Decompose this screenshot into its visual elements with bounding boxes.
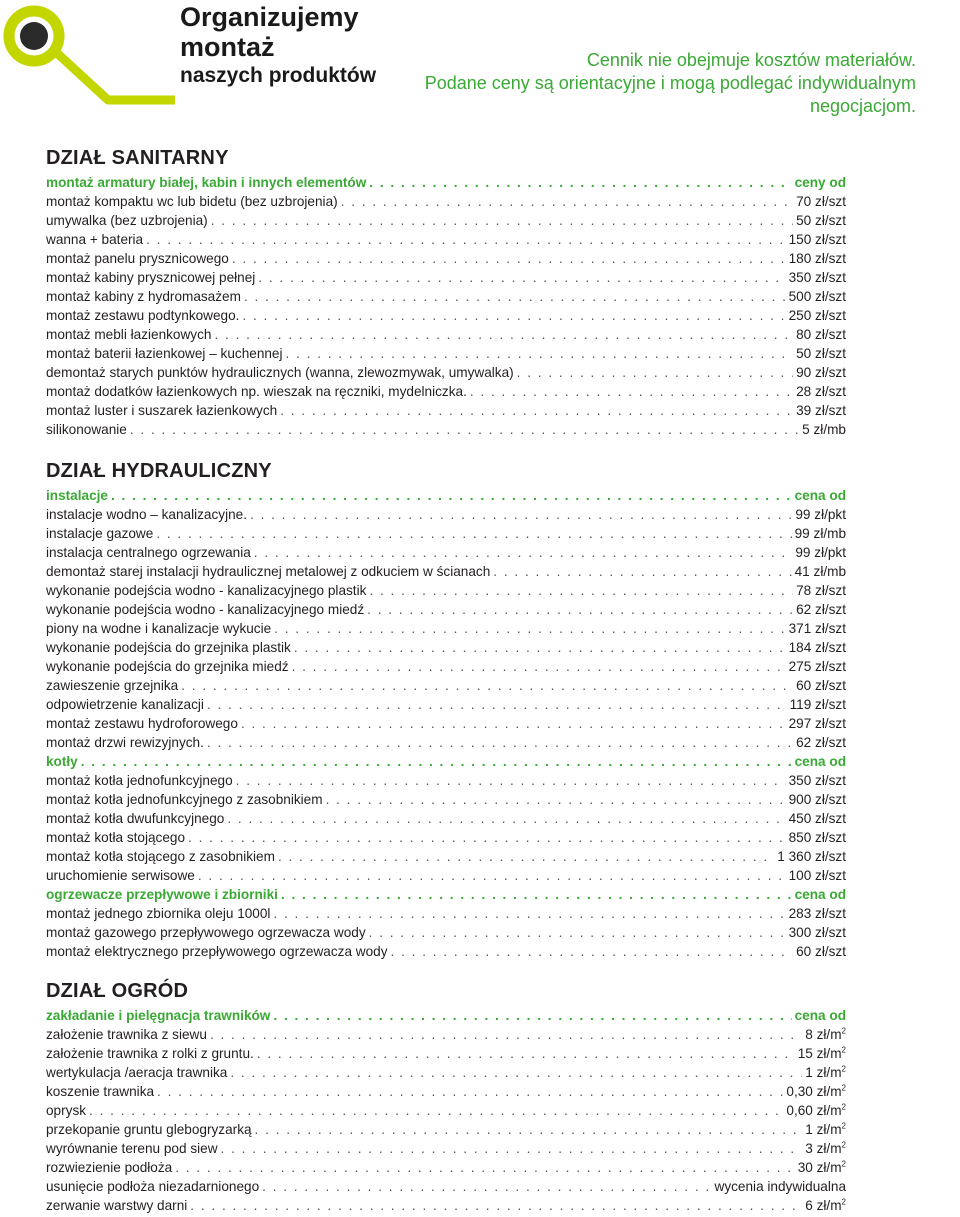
subsection-header [46, 486, 846, 505]
price-row [46, 249, 846, 268]
price-row [46, 287, 846, 306]
price-row [46, 505, 846, 524]
dot-leader [207, 733, 793, 752]
item-label: montaż mebli łazienkowych [46, 327, 212, 342]
dot-leader [211, 211, 793, 230]
item-price [796, 382, 846, 401]
item-label: instalacje gazowe [46, 526, 154, 541]
price-value: 99 zł/pkt [795, 545, 846, 560]
subsection-header [46, 173, 846, 192]
title-line-1: Organizujemy [180, 2, 359, 32]
price-value: 60 zł/szt [796, 944, 846, 959]
price-row [46, 1120, 846, 1139]
dot-leader [214, 325, 793, 344]
item-price [795, 562, 846, 581]
item-price [789, 866, 846, 885]
item-label: oprysk [46, 1103, 87, 1118]
price-row [46, 325, 846, 344]
item-label: założenie trawnika z rolki z gruntu. [46, 1046, 254, 1061]
item-price [789, 638, 846, 657]
item-price [789, 790, 846, 809]
item-label: zakładanie i pielęgnacja trawników [46, 1008, 271, 1023]
price-list [46, 1006, 846, 1215]
item-label: wykonanie podejścia do grzejnika miedź [46, 659, 289, 674]
price-row [46, 657, 846, 676]
price-row [46, 619, 846, 638]
section-hydrauliczny [46, 459, 846, 961]
item-price [805, 1139, 846, 1158]
dot-leader [369, 581, 793, 600]
item-label: montaż kotła dwufunkcyjnego [46, 811, 225, 826]
dot-leader [273, 1006, 791, 1025]
price-row [46, 562, 846, 581]
price-value: 275 zł/szt [788, 659, 846, 674]
dot-leader [273, 904, 785, 923]
unit-superscript: 2 [841, 1102, 846, 1112]
item-label: montaż elektrycznego przepływowego ogrzewacza wody [46, 944, 388, 959]
price-value: 30 zł/m [797, 1160, 842, 1175]
dot-leader [227, 809, 785, 828]
item-label: montaż gazowego przepływowego ogrzewacza wody [46, 925, 366, 940]
item-price [795, 1006, 846, 1025]
price-list [46, 173, 846, 439]
dot-leader [89, 1101, 783, 1120]
price-value: 350 zł/szt [788, 773, 846, 788]
item-price [802, 420, 846, 439]
dot-leader [210, 1025, 802, 1044]
item-price [805, 1025, 846, 1044]
price-row [46, 638, 846, 657]
item-label: ogrzewacze przepływowe i zbiorniki [46, 887, 278, 902]
price-value: 6 zł/m [805, 1198, 842, 1213]
item-price [789, 714, 846, 733]
item-label: wyrównanie terenu pod siew [46, 1141, 218, 1156]
item-price [796, 344, 846, 363]
item-price [795, 173, 846, 192]
price-row [46, 847, 846, 866]
unit-superscript: 2 [841, 1045, 846, 1055]
dot-leader [207, 695, 787, 714]
subsection-header [46, 752, 846, 771]
dot-leader [255, 1120, 803, 1139]
price-value: 500 zł/szt [788, 289, 846, 304]
price-row [46, 363, 846, 382]
dot-leader [278, 847, 774, 866]
price-value: 90 zł/szt [796, 365, 846, 380]
dot-leader [130, 420, 799, 439]
item-label: montaż panelu prysznicowego [46, 251, 229, 266]
price-row [46, 230, 846, 249]
item-label: uruchomienie serwisowe [46, 868, 195, 883]
price-value: cena od [794, 488, 846, 503]
price-value: 184 zł/szt [788, 640, 846, 655]
dot-leader [146, 230, 785, 249]
item-label: montaż zestawu hydroforowego [46, 716, 238, 731]
price-row [46, 268, 846, 287]
dot-leader [156, 524, 791, 543]
price-value: cena od [794, 1008, 846, 1023]
dot-leader [232, 249, 786, 268]
item-label: zawieszenie grzejnika [46, 678, 179, 693]
price-value: 99 zł/mb [794, 526, 846, 541]
dot-leader [221, 1139, 803, 1158]
dot-leader [157, 1082, 783, 1101]
price-row [46, 211, 846, 230]
price-value: 62 zł/szt [796, 602, 846, 617]
price-row [46, 714, 846, 733]
price-row [46, 382, 846, 401]
item-label: umywalka (bez uzbrojenia) [46, 213, 208, 228]
item-price [789, 306, 846, 325]
dot-leader [391, 942, 794, 961]
item-price [798, 1044, 846, 1063]
item-price [795, 752, 846, 771]
dot-leader [81, 752, 792, 771]
price-value: 250 zł/szt [788, 308, 846, 323]
disclaimer-line-2: Podane ceny są orientacyjne i mogą podlegać indywidualnym [424, 73, 916, 93]
subsection-header [46, 885, 846, 904]
price-row [46, 1044, 846, 1063]
dot-leader [262, 1177, 711, 1196]
item-label: instalacje wodno – kanalizacyjne. [46, 507, 248, 522]
item-price [796, 211, 846, 230]
dot-leader [175, 1158, 795, 1177]
item-label: wykonanie podejścia wodno - kanalizacyjnego miedź [46, 602, 365, 617]
dot-leader [326, 790, 786, 809]
item-price [786, 1082, 846, 1101]
dot-leader [111, 486, 792, 505]
unit-superscript: 2 [841, 1083, 846, 1093]
price-row [46, 676, 846, 695]
dot-leader [341, 192, 793, 211]
item-price [790, 695, 846, 714]
dot-leader [280, 401, 793, 420]
item-price [795, 524, 846, 543]
price-value: 119 zł/szt [789, 697, 846, 712]
item-price [789, 268, 846, 287]
item-price [789, 657, 846, 676]
unit-superscript: 2 [841, 1197, 846, 1207]
price-row [46, 809, 846, 828]
item-label: rozwiezienie podłoża [46, 1160, 173, 1175]
dot-leader [236, 771, 786, 790]
item-price [796, 676, 846, 695]
price-row [46, 904, 846, 923]
item-label: piony na wodne i kanalizacje wykucie [46, 621, 272, 636]
price-value: 39 zł/szt [796, 403, 846, 418]
price-value: 80 zł/szt [796, 327, 846, 342]
section-ogrod [46, 979, 846, 1215]
price-value: 41 zł/mb [794, 564, 846, 579]
item-price [796, 581, 846, 600]
section-title: DZIAŁ OGRÓD [46, 980, 189, 1002]
dot-leader [190, 1196, 802, 1215]
dot-leader [292, 657, 786, 676]
item-label: usunięcie podłoża niezadarnionego [46, 1179, 260, 1194]
price-value: 50 zł/szt [796, 213, 846, 228]
unit-superscript: 2 [841, 1026, 846, 1036]
item-price [796, 325, 846, 344]
price-row [46, 344, 846, 363]
price-value: 1 zł/m [805, 1122, 842, 1137]
page-title [180, 2, 376, 89]
item-price [786, 1101, 846, 1120]
item-price [796, 600, 846, 619]
dot-leader [470, 382, 793, 401]
item-label: przekopanie gruntu glebogryzarką [46, 1122, 252, 1137]
item-label: montaż luster i suszarek łazienkowych [46, 403, 278, 418]
title-line-3: naszych produktów [180, 64, 377, 87]
item-label: montaż drzwi rewizyjnych. [46, 735, 204, 750]
item-price [789, 923, 846, 942]
price-row [46, 828, 846, 847]
dot-leader [286, 344, 794, 363]
item-price [795, 505, 846, 524]
price-value: 100 zł/szt [788, 868, 846, 883]
item-price [789, 287, 846, 306]
dot-leader [241, 714, 786, 733]
price-row [46, 543, 846, 562]
price-disclaimer [356, 49, 916, 118]
price-value: 70 zł/szt [796, 194, 846, 209]
price-row [46, 1196, 846, 1215]
item-price [796, 733, 846, 752]
item-price [796, 942, 846, 961]
item-label: zerwanie warstwy darni [46, 1198, 188, 1213]
price-value: 1 zł/m [805, 1065, 842, 1080]
price-value: wycenia indywidualna [714, 1179, 846, 1194]
disclaimer-line-3: negocjacjom. [809, 96, 916, 116]
price-value: 850 zł/szt [788, 830, 846, 845]
price-value: 180 zł/szt [788, 251, 846, 266]
item-price [795, 885, 846, 904]
item-price [789, 249, 846, 268]
dot-leader [369, 173, 791, 192]
unit-superscript: 2 [841, 1140, 846, 1150]
title-line-2: montaż [180, 32, 275, 62]
item-label: demontaż starych punktów hydraulicznych (wanna, zlewozmywak, umywalka) [46, 365, 514, 380]
price-row [46, 1063, 846, 1082]
section-sanitarny [46, 146, 846, 439]
item-price [715, 1177, 846, 1196]
price-row [46, 1101, 846, 1120]
dot-leader [258, 268, 785, 287]
item-label: demontaż starej instalacji hydraulicznej metalowej z odkuciem w ścianach [46, 564, 491, 579]
price-row [46, 1158, 846, 1177]
item-label: silikonowanie [46, 422, 127, 437]
dot-leader [367, 600, 793, 619]
price-value: cena od [794, 754, 846, 769]
item-price [795, 486, 846, 505]
item-label: wykonanie podejścia wodno - kanalizacyjnego plastik [46, 583, 367, 598]
item-price [795, 543, 846, 562]
price-value: 28 zł/szt [796, 384, 846, 399]
dot-leader [188, 828, 786, 847]
price-row [46, 581, 846, 600]
price-value: 350 zł/szt [788, 270, 846, 285]
price-value: 99 zł/pkt [795, 507, 846, 522]
dot-leader [294, 638, 786, 657]
price-value: 297 zł/szt [788, 716, 846, 731]
price-value: 8 zł/m [805, 1027, 842, 1042]
item-price [789, 230, 846, 249]
item-label: założenie trawnika z siewu [46, 1027, 207, 1042]
item-price [789, 809, 846, 828]
item-label: montaż kotła stojącego [46, 830, 186, 845]
item-price [789, 619, 846, 638]
price-value: 60 zł/szt [796, 678, 846, 693]
price-row [46, 1177, 846, 1196]
unit-superscript: 2 [841, 1159, 846, 1169]
item-label: montaż baterii łazienkowej – kuchennej [46, 346, 283, 361]
item-label: instalacje [46, 488, 108, 503]
unit-superscript: 2 [841, 1064, 846, 1074]
subsection-header [46, 1006, 846, 1025]
price-value: cena od [794, 887, 846, 902]
item-label: montaż dodatków łazienkowych np. wieszak na ręczniki, mydelniczka. [46, 384, 467, 399]
item-label: instalacja centralnego ogrzewania [46, 545, 251, 560]
item-price [796, 401, 846, 420]
price-row [46, 771, 846, 790]
price-value: 78 zł/szt [796, 583, 846, 598]
price-value: 62 zł/szt [796, 735, 846, 750]
price-row [46, 401, 846, 420]
price-row [46, 600, 846, 619]
dot-leader [254, 543, 793, 562]
price-row [46, 923, 846, 942]
price-value: 150 zł/szt [788, 232, 846, 247]
disclaimer-line-1: Cennik nie obejmuje kosztów materiałów. [586, 50, 916, 70]
unit-superscript: 2 [841, 1121, 846, 1131]
dot-leader [517, 363, 793, 382]
price-value: 15 zł/m [797, 1046, 842, 1061]
dot-leader [281, 885, 792, 904]
item-price [805, 1196, 846, 1215]
price-value: 300 zł/szt [788, 925, 846, 940]
section-title: DZIAŁ SANITARNY [46, 147, 229, 169]
item-price [805, 1120, 846, 1139]
item-price [798, 1158, 846, 1177]
price-row [46, 695, 846, 714]
item-label: montaż kotła jednofunkcyjnego [46, 773, 233, 788]
price-value: 283 zł/szt [788, 906, 846, 921]
item-label: kotły [46, 754, 78, 769]
item-label: odpowietrzenie kanalizacji [46, 697, 204, 712]
dot-leader [242, 306, 785, 325]
dot-leader [257, 1044, 795, 1063]
item-label: montaż armatury białej, kabin i innych elementów [46, 175, 367, 190]
dot-leader [250, 505, 792, 524]
price-row [46, 733, 846, 752]
circle-and-line-icon [0, 0, 175, 140]
item-label: wertykulacja /aeracja trawnika [46, 1065, 228, 1080]
item-label: montaż kompaktu wc lub bidetu (bez uzbrojenia) [46, 194, 338, 209]
price-row [46, 306, 846, 325]
item-price [796, 192, 846, 211]
price-row [46, 866, 846, 885]
section-title: DZIAŁ HYDRAULICZNY [46, 460, 272, 482]
dot-leader [230, 1063, 802, 1082]
dot-leader [244, 287, 786, 306]
price-value: 3 zł/m [805, 1141, 842, 1156]
price-list [46, 486, 846, 961]
price-value: 450 zł/szt [788, 811, 846, 826]
item-label: wanna + bateria [46, 232, 144, 247]
item-price [777, 847, 846, 866]
item-label: montaż jednego zbiornika oleju 1000l [46, 906, 271, 921]
price-row [46, 1025, 846, 1044]
price-value: 1 360 zł/szt [777, 849, 846, 864]
price-row [46, 942, 846, 961]
item-label: montaż zestawu podtynkowego. [46, 308, 240, 323]
item-label: montaż kotła stojącego z zasobnikiem [46, 849, 275, 864]
price-value: ceny od [794, 175, 846, 190]
price-row [46, 1082, 846, 1101]
price-row [46, 192, 846, 211]
item-label: montaż kotła jednofunkcyjnego z zasobnikiem [46, 792, 323, 807]
price-value: 50 zł/szt [796, 346, 846, 361]
price-value: 900 zł/szt [788, 792, 846, 807]
price-value: 0,60 zł/m [786, 1103, 842, 1118]
item-price [805, 1063, 846, 1082]
price-value: 5 zł/mb [802, 422, 846, 437]
price-value: 0,30 zł/m [786, 1084, 842, 1099]
price-row [46, 420, 846, 439]
item-price [789, 771, 846, 790]
price-row [46, 790, 846, 809]
dot-leader [493, 562, 791, 581]
price-row [46, 1139, 846, 1158]
price-value: 371 zł/szt [788, 621, 846, 636]
dot-leader [181, 676, 793, 695]
dot-leader [198, 866, 786, 885]
item-price [796, 363, 846, 382]
item-label: montaż kabiny prysznicowej pełnej [46, 270, 256, 285]
dot-leader [369, 923, 786, 942]
item-label: montaż kabiny z hydromasażem [46, 289, 241, 304]
item-label: koszenie trawnika [46, 1084, 155, 1099]
price-row [46, 524, 846, 543]
item-price [789, 904, 846, 923]
item-price [789, 828, 846, 847]
dot-leader [274, 619, 785, 638]
item-label: wykonanie podejścia do grzejnika plastik [46, 640, 291, 655]
